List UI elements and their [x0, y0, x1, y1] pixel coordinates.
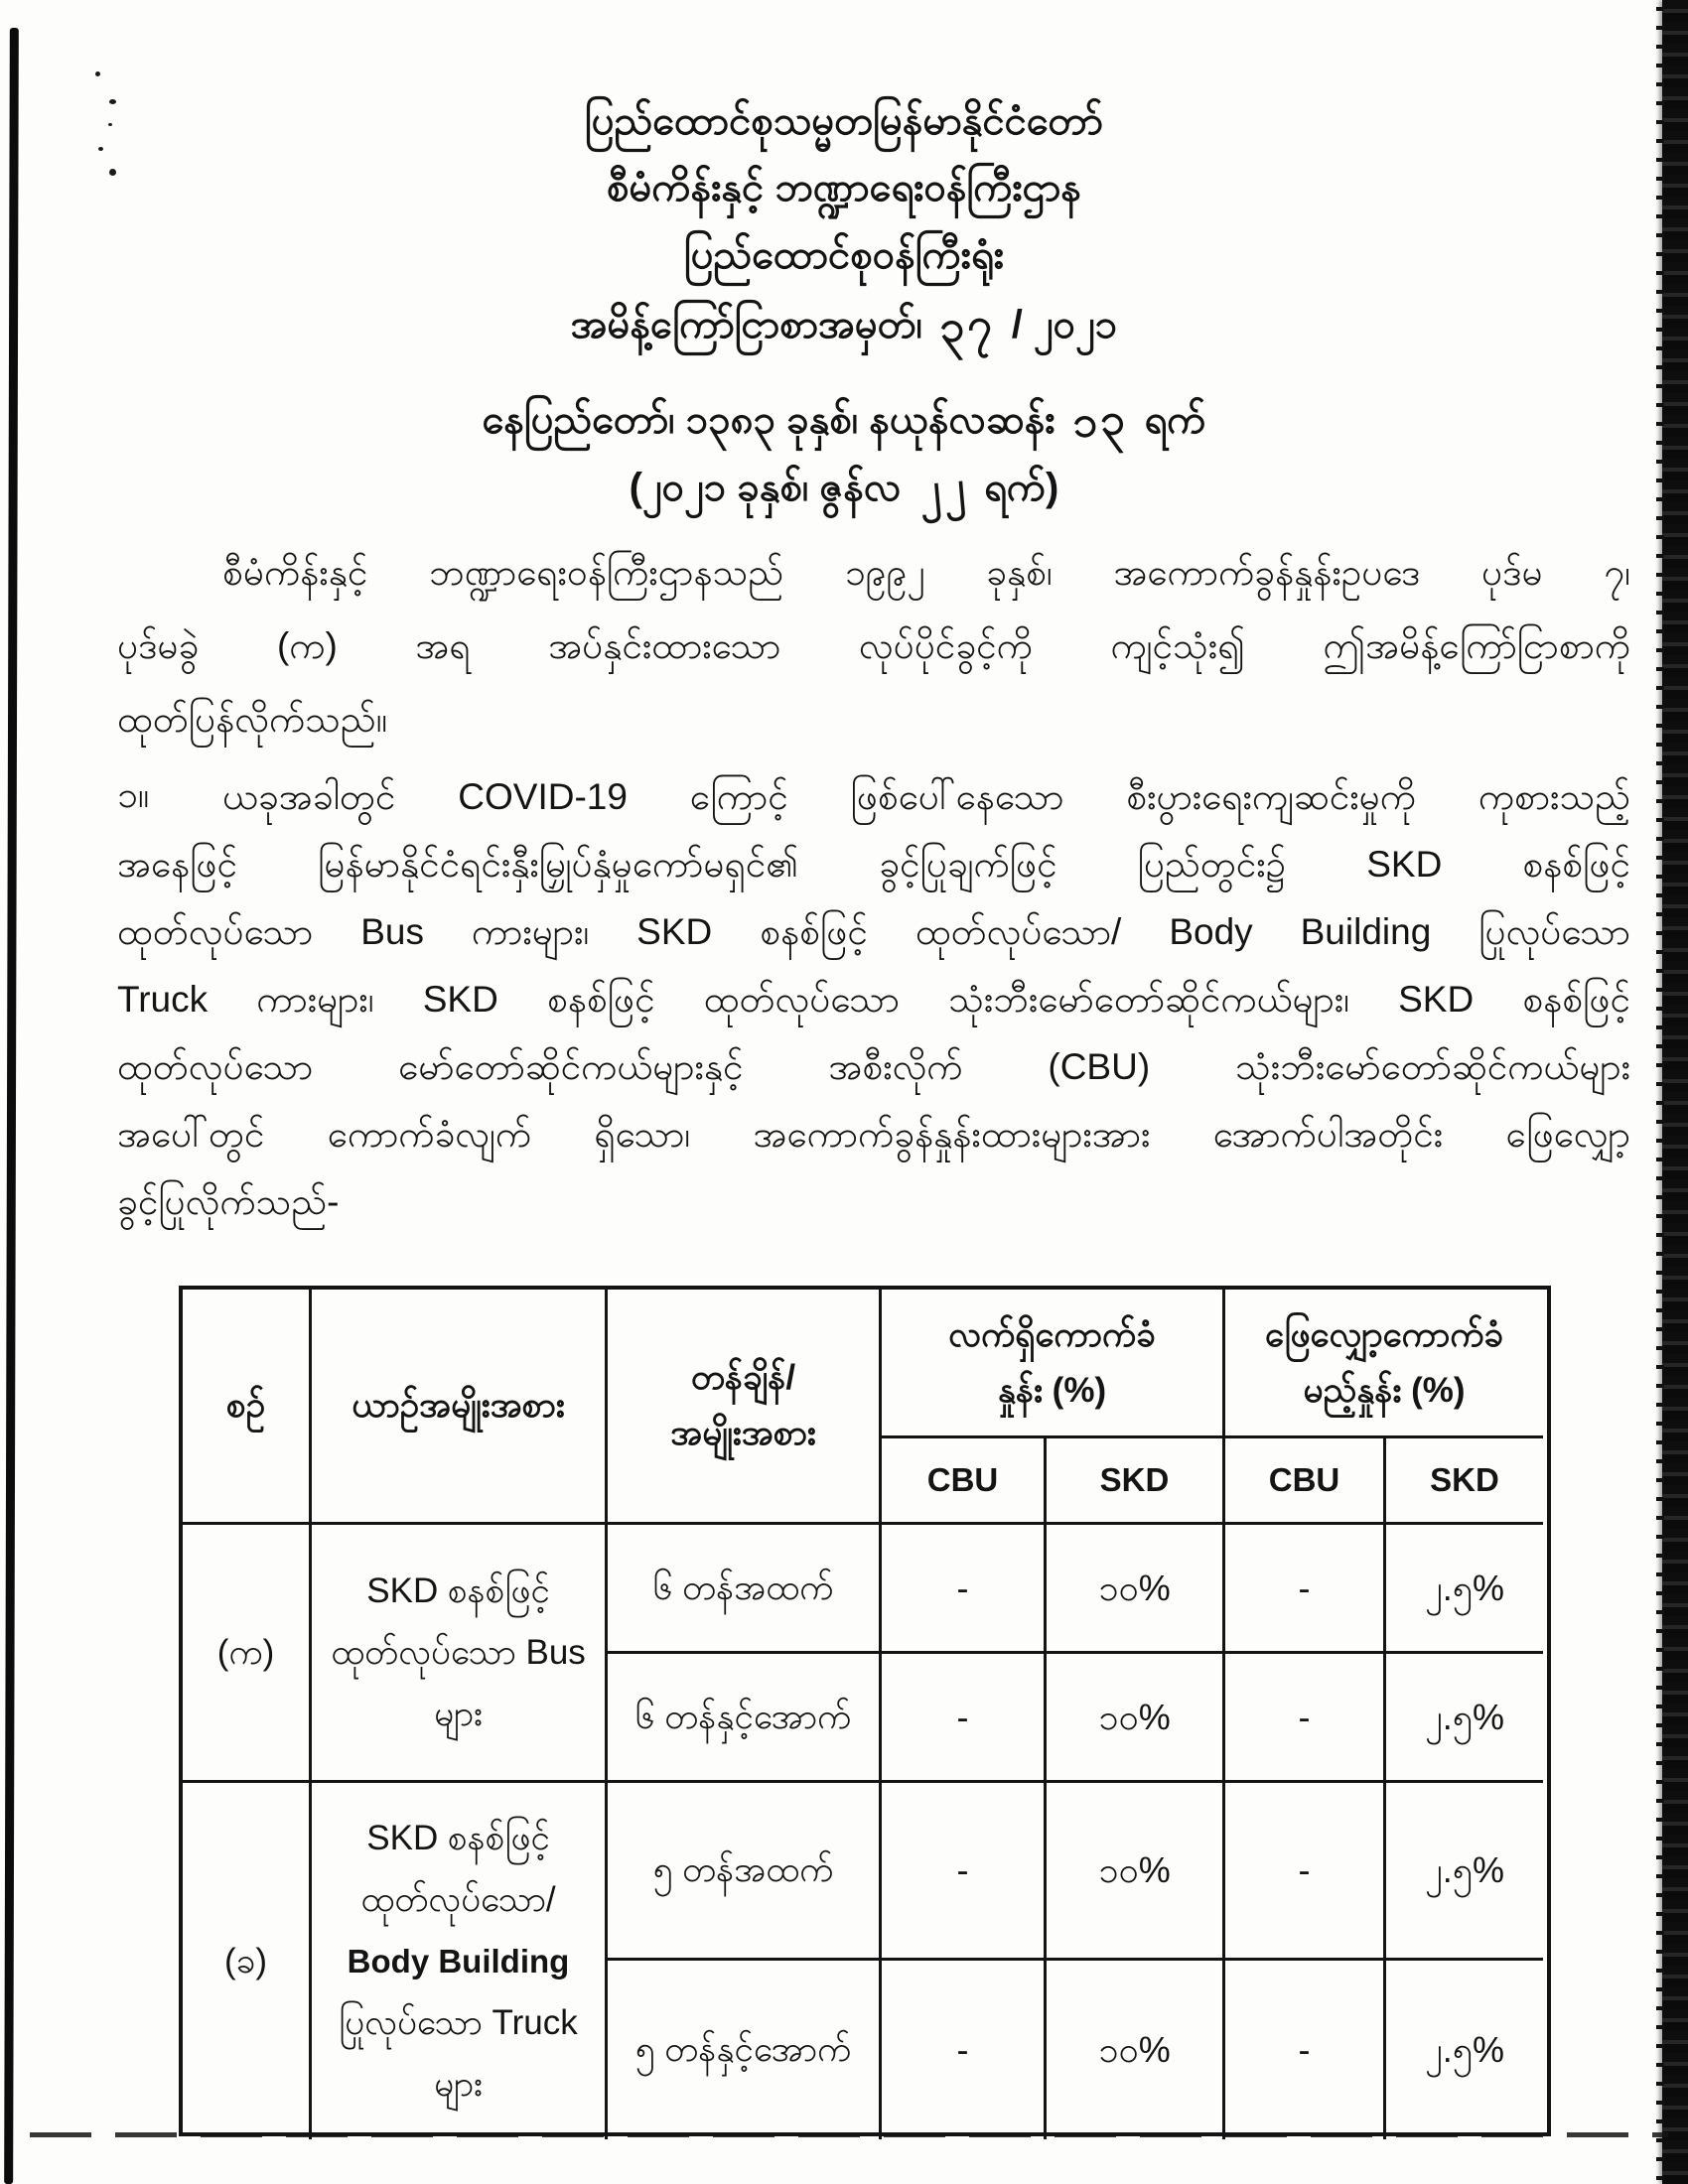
- vehicle-line: ထုတ်လုပ်သော Bus: [331, 1632, 586, 1672]
- vehicle-line: SKD စနစ်ဖြင့်: [366, 1818, 550, 1857]
- table-cell-skd-current: ၁၀%: [1047, 1654, 1225, 1783]
- section1-line-2: အနေဖြင့် မြန်မာနိုင်ငံရင်းနှီးမြှုပ်နှံမှုကော်မရှင်၏ ခွင့်ပြုချက်ဖြင့် ပြည်တွင်း၌ SKD စနစ်ဖြင့်: [117, 844, 1630, 885]
- intro-line-2: ပုဒ်မခွဲ (က) အရ အပ်နှင်းထားသော လုပ်ပိုင်ခွင့်ကို ကျင့်သုံး၍ ဤအမိန့်ကြော်ငြာစာကို: [117, 625, 1630, 666]
- table-subheader-cbu-relaxed: CBU: [1225, 1438, 1386, 1525]
- table-cell-tonnage: ၅ တန်အထက်: [608, 1783, 882, 1961]
- doc-title-ministry: စီမံကိန်းနှင့် ဘဏ္ဍာရေးဝန်ကြီးဌာန: [607, 166, 1081, 209]
- date-myanmar-day-handwritten: ၁၃: [1069, 393, 1130, 448]
- date-gregorian-day-handwritten: ၂၂: [915, 461, 969, 515]
- section1-line-3: ထုတ်လုပ်သော Bus ကားများ၊ SKD စနစ်ဖြင့် ထုတ်လုပ်သော/ Body Building ပြုလုပ်သော: [117, 911, 1630, 952]
- table-cell-tonnage: ၅ တန်နှင့်အောက်: [608, 1961, 882, 2139]
- notification-number-prefix: အမိန့်ကြော်ငြာစာအမှတ်၊: [570, 303, 922, 346]
- dust-speck: [98, 147, 103, 151]
- table-cell-skd-current: ၁၀%: [1047, 1783, 1225, 1961]
- table-row-kha-vehicle: [312, 1783, 608, 2139]
- date-myanmar-prefix: နေပြည်တော်၊ ၁၃၈၃ ခုနှစ်၊ နယုန်လဆန်း: [482, 398, 1055, 442]
- section1-line-7: ခွင့်ပြုလိုက်သည်-: [117, 1181, 340, 1222]
- table-cell-cbu-relaxed: -: [1225, 1783, 1386, 1961]
- section1-line-4: Truck ကားများ၊ SKD စနစ်ဖြင့် ထုတ်လုပ်သော သုံးဘီးမော်တော်ဆိုင်ကယ်များ၊ SKD စနစ်ဖြင့်: [117, 979, 1630, 1020]
- table-header-current-rate-group: [882, 1290, 1225, 1438]
- table-cell-skd-current: ၁၀%: [1047, 1525, 1225, 1654]
- table-cell-skd-relaxed: ၂.၅%: [1386, 1783, 1543, 1961]
- table-cell-tonnage: ၆ တန်နှင့်အောက်: [608, 1654, 882, 1783]
- section1-line-6: အပေါ်တွင် ကောက်ခံလျက် ရှိသော၊ အကောက်ခွန်နှုန်းထားများအား အောက်ပါအတိုင်း ဖြေလျှော့: [117, 1114, 1630, 1155]
- table-cell-skd-relaxed: ၂.၅%: [1425, 2029, 1504, 2070]
- table-cell-cbu-current: -: [882, 1783, 1047, 1961]
- date-gregorian-prefix: (၂၀၂၁ ခုနှစ်၊ ဇွန်လ: [629, 466, 902, 509]
- current-rate-line1: လက်ရှိကောက်ခံ: [948, 1314, 1156, 1354]
- table-row-ka-vehicle: [312, 1525, 608, 1783]
- relaxed-rate-line1: ဖြေလျှော့ကောက်ခံ: [1264, 1314, 1504, 1354]
- section1-line-5: ထုတ်လုပ်သော မော်တော်ဆိုင်ကယ်များနှင့် အစီးလိုက် (CBU) သုံးဘီးမော်တော်ဆိုင်ကယ်များ: [117, 1046, 1630, 1087]
- table-cell-cbu-relaxed: -: [1225, 1654, 1386, 1783]
- scan-artifact-left-edge: [4, 28, 19, 2184]
- table-cell-skd-relaxed: ၂.၅%: [1386, 1525, 1543, 1654]
- table-cell-skd-relaxed: ၂.၅%: [1386, 1654, 1543, 1783]
- table-header-vehicle: ယာဉ်အမျိုးအစား: [312, 1290, 608, 1525]
- notification-number-handwritten: ၃၇: [937, 298, 997, 352]
- table-header-relaxed-rate-group: [1225, 1290, 1543, 1438]
- section1-line-1: ယခုအခါတွင် COVID-19 ကြောင့် ဖြစ်ပေါ်နေသော စီးပွားရေးကျဆင်းမှုကို ကုစားသည့်: [222, 776, 1630, 817]
- table-subheader-skd-current: SKD: [1047, 1438, 1225, 1525]
- table-header-tonnage-line1: တန်ချိန်/: [690, 1358, 796, 1397]
- doc-title-office: ပြည်ထောင်စုဝန်ကြီးရုံး: [683, 233, 1005, 277]
- table-cell-cbu-relaxed: -: [1225, 1525, 1386, 1654]
- date-gregorian-suffix: ရက်): [983, 466, 1059, 509]
- vehicle-line: ပြုလုပ်သော Truck: [339, 2002, 578, 2042]
- relaxed-rate-line2: မည့်နှုန်း (%): [1303, 1370, 1466, 1410]
- table-header-tonnage: [608, 1290, 882, 1525]
- notification-number-line: [0, 298, 1688, 350]
- table-subheader-cbu-current: CBU: [882, 1438, 1047, 1525]
- table-cell-tonnage: ၆ တန်အထက်: [608, 1525, 882, 1654]
- table-cell-cbu-relaxed: -: [1225, 1961, 1386, 2139]
- table-cell-skd-current: ၁၀%: [1047, 1961, 1225, 2139]
- vehicle-line: ထုတ်လုပ်သော/: [360, 1879, 556, 1919]
- table-cell-cbu-current: -: [882, 1654, 1047, 1783]
- date-gregorian-line: [0, 461, 1688, 513]
- table-row-ka-no: (က): [183, 1525, 312, 1783]
- vehicle-line: များ: [434, 2064, 483, 2104]
- intro-line-1: စီမံကိန်းနှင့် ဘဏ္ဍာရေးဝန်ကြီးဌာနသည် ၁၉၉၂ ခုနှစ်၊ အကောက်ခွန်နှုန်းဥပဒေ ပုဒ်မ ၇၊: [222, 552, 1630, 593]
- vehicle-line: များ: [434, 1694, 483, 1733]
- date-myanmar-line: [0, 393, 1688, 446]
- table-header-tonnage-line2: အမျိုးအစား: [670, 1414, 816, 1452]
- table-subheader-skd-relaxed: SKD: [1386, 1438, 1543, 1525]
- table-header-no: စဉ်: [183, 1290, 312, 1525]
- intro-line-3: ထုတ်ပြန်လိုက်သည်။: [117, 699, 387, 740]
- current-rate-line2: နှုန်း (%): [997, 1370, 1107, 1410]
- table-cell-cbu-current: -: [882, 1525, 1047, 1654]
- date-myanmar-suffix: ရက်: [1144, 398, 1206, 442]
- dust-speck: [95, 71, 100, 76]
- vehicle-line: Body Building: [347, 1942, 570, 1979]
- notification-number-year: / ၂၀၂၁: [1011, 303, 1118, 346]
- tariff-table: [179, 1286, 1551, 2136]
- vehicle-line: SKD စနစ်ဖြင့်: [366, 1570, 550, 1610]
- section-number: ၁။: [117, 774, 150, 815]
- table-row-kha-no: (ခ): [183, 1783, 312, 2139]
- doc-title-country: ပြည်ထောင်စုသမ္မတမြန်မာနိုင်ငံတော်: [585, 99, 1103, 143]
- table-cell-cbu-current: -: [882, 1961, 1047, 2139]
